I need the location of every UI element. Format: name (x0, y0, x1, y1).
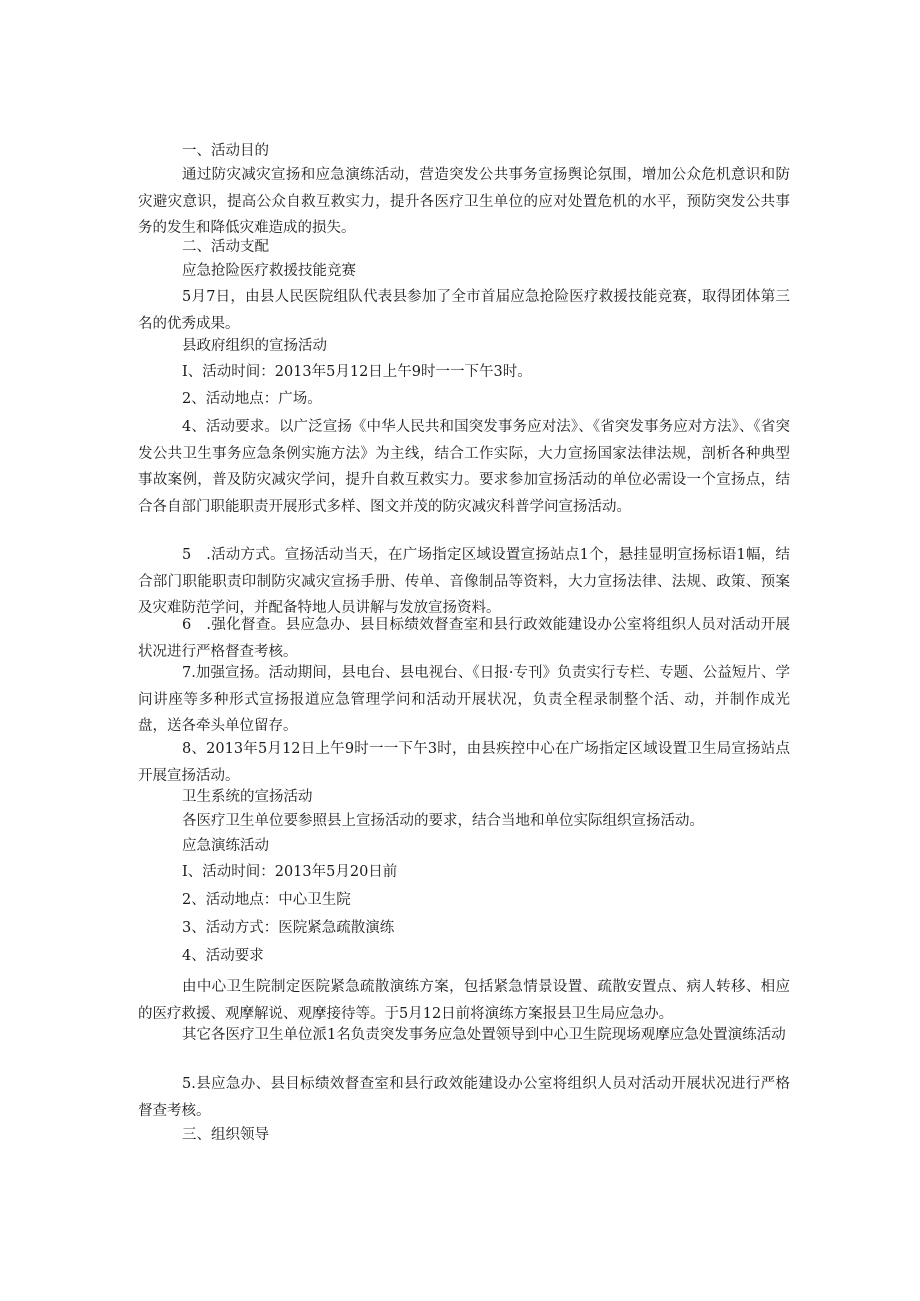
subsection-1-title: 应急抢险医疗救援技能竞赛 (182, 263, 356, 279)
drill-item-4-body-1: 由中心卫生院制定医院紧急疏散演练方案，包括紧急情景设置、疏散安置点、病人转移、相应的医疗救援、观摩解说、观摩接待等。于5月12日前将演练方案报县卫生局应急办。 (138, 979, 790, 1022)
item-6: 6 .强化督查。县应急办、县目标绩效督查室和县行政效能建设办公室将组织人员对活动开展状况进行严格督查考核。 (138, 617, 790, 660)
section-1-body: 通过防灾减灾宣扬和应急演练活动，营造突发公共事务宣扬舆论氛围，增加公众危机意识和防灾避灾意识，提高公众自救互救实力，提升各医疗卫生单位的应对处置危机的水平，预防突发公共事务的发生和降低灾难造成的损失。 (138, 167, 790, 236)
item-8: 8、2013年5月12日上午9时一一下午3时，由县疾控中心在广场指定区域设置卫生局宣扬站点开展宣扬活动。 (138, 741, 790, 784)
subsection-3-body: 各医疗卫生单位要参照县上宣扬活动的要求，结合当地和单位实际组织宣扬活动。 (182, 813, 704, 829)
section-1-title: 一、活动目的 (182, 143, 269, 159)
item-5: 5 .活动方式。宣扬活动当天，在广场指定区域设置宣扬站点1个，悬挂显明宣扬标语1幅，结合部门职能职责印制防灾减灾宣扬手册、传单、音像制品等资料，大力宣扬法律、法规、政策、预案及灾难防范学问，并配备特地人员讲解与发放宣扬资料。 (138, 547, 790, 616)
item-1: I、活动时间：2013年5月12日上午9时一一下午3时。 (182, 364, 532, 380)
section-3-title: 三、组织领导 (182, 1127, 269, 1143)
item-7: 7.加强宣扬。活动期间，县电台、县电视台、《日报·专刊》负责实行专栏、专题、公益短片、学问讲座等多种形式宣扬报道应急管理学问和活动开展状况，负责全程录制整个活、动，并制作成光盘，送各牵头单位留存。 (138, 665, 790, 734)
subsection-2-title: 县政府组织的宣扬活动 (182, 338, 327, 354)
subsection-3-title: 卫生系统的宣扬活动 (182, 789, 313, 805)
item-2: 2、活动地点：广场。 (182, 391, 322, 407)
section-2-title: 二、活动支配 (182, 239, 269, 255)
drill-item-5: 5.县应急办、县目标绩效督查室和县行政效能建设办公室将组织人员对活动开展状况进行严格督查考核。 (138, 1076, 790, 1119)
drill-item-4-body-2: 其它各医疗卫生单位派1名负责突发事务应急处置领导到中心卫生院现场观摩应急处置演练活动 (182, 1027, 786, 1043)
drill-item-2: 2、活动地点：中心卫生院 (182, 892, 351, 908)
subsection-1-body: 5月7日，由县人民医院组队代表县参加了全市首届应急抢险医疗救援技能竞赛，取得团体第三名的优秀成果。 (138, 289, 790, 332)
drill-item-1: I、活动时间：2013年5月20日前 (182, 864, 398, 880)
drill-item-3: 3、活动方式：医院紧急疏散演练 (182, 920, 395, 936)
subsection-4-title: 应急演练活动 (182, 838, 269, 854)
item-4: 4、活动要求。以广泛宣扬《中华人民共和国突发事务应对法》、《省突发事务应对方法》、《省突发公共卫生事务应急条例实施方法》为主线，结合工作实际，大力宣扬国家法律法规，剖析各种典型事故案例，普及防灾减灾学问，提升自救互救实力。要求参加宣扬活动的单位必需设一个宣扬点，结合各自部门职能职责开展形式多样、图文并茂的防灾减灾科普学问宣扬活动。 (138, 419, 790, 515)
drill-item-4: 4、活动要求 (182, 948, 264, 964)
